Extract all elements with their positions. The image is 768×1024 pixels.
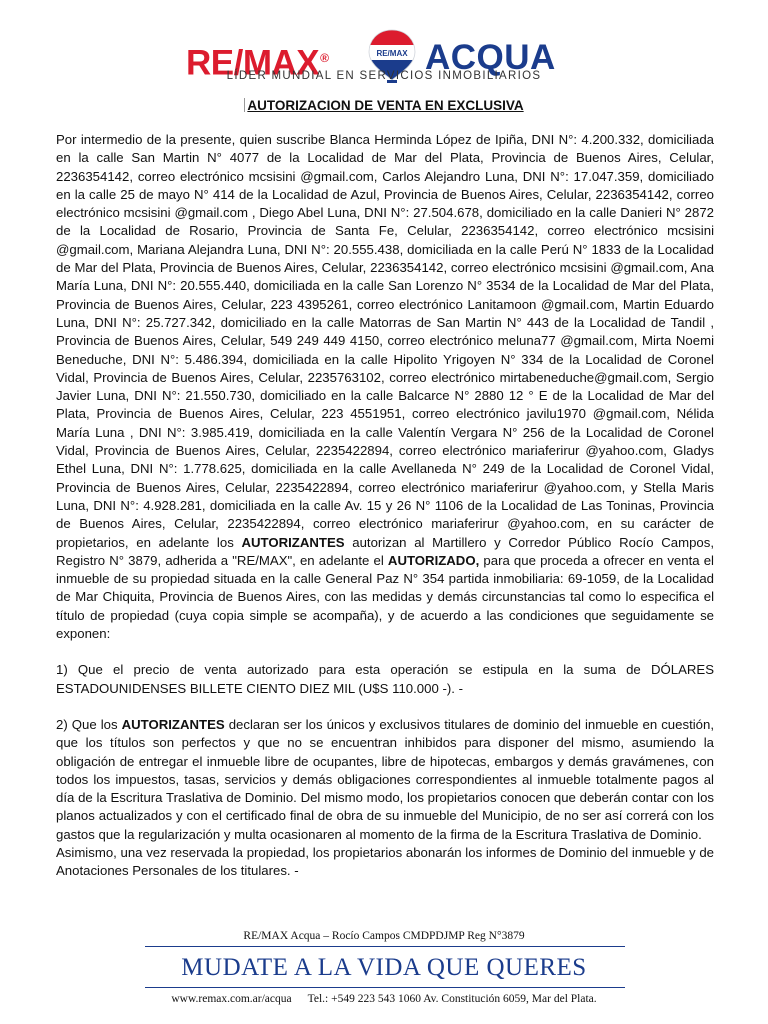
autorizantes-term-2: AUTORIZANTES [121,716,225,732]
clause-1: 1) Que el precio de venta autorizado para esta operación se estipula en la suma de DÓLARES ESTADOUNIDENSES BILLETE CIENTO DIEZ MIL (U$S 110.000 -). - [56,662,714,696]
cursor-mark [244,98,245,112]
balloon-label: RE/MAX [376,49,408,58]
tagline: LÍDER MUNDIAL EN SERVICIOS INMOBILIARIOS [226,70,542,82]
autorizado-term: AUTORIZADO, [387,552,480,568]
document-body [56,131,714,881]
footer-phone-address: Tel.: +549 223 543 1060 Av. Constitución 6059, Mar del Plata. [307,993,597,1005]
letterhead [0,14,768,89]
remax-wordmark: RE/MAX® [186,43,329,83]
footer-divider-bottom [145,987,625,988]
acqua-wordmark: ACQUA [425,38,556,77]
footer-divider-top [145,946,625,947]
intro-paragraph: Por intermedio de la presente, quien suscribe Blanca Herminda López de Ipiña, DNI N°: 4.200.332, domiciliada en la calle San Martin N° 4077 de la Localidad de Mar del Plata, Provincia de Buenos Aires, Celular, 2236354142, correo electrónico mcsisini @gmail.com, Carlos Alejandro Luna, DNI N°: 17.047.359, domiciliado en la calle 25 de mayo N° 414 de la Localidad de Azul, Provincia de Buenos Aires, Celular, 2236354142, correo electrónico mcsisini @gmail.com , Diego Abel Luna, DNI N°: 27.504.678, domiciliado en la calle Danieri N° 2872 de la Localidad de Rosario, Provincia de Santa Fe, Celular, 2236354142, correo electrónico mcsisini @gmail.com, Mariana Alejandra Luna, DNI N°: 20.555.438, domiciliada en la calle Perú N° 1833 de la Localidad de Mar del Plata, Provincia de Buenos Aires, Celular, 2236354142, correo electrónico mcsisini @gmail.com, Ana María Luna, DNI N°: 20.555.440, domiciliada en la calle San Lorenzo N° 3534 de la Localidad de Mar del Plata, Provincia de Buenos Aires, Celular, 223 4395261, correo electrónico Lanitamoon @gmail.com, Martin Eduardo Luna, DNI N°: 25.727.342, domiciliado en la calle Matorras de San Martin N° 443 de la Localidad de Tandil , Provincia de Buenos Aires, Celular, 549 249 449 4150, correo electrónico meluna77 @gmail.com, Mirta Noemi Beneduche, DNI N°: 5.486.394, domiciliada en la calle Hipolito Yrigoyen N° 334 de la Localidad de Coronel Vidal, Provincia de Buenos Aires, Celular, 2235763102, correo electrónico mirtabeneduche@gmail.com, Sergio Javier Luna, DNI N°: 21.550.730, domiciliado en la calle Balcarce N° 2880 12 ° E de la Localidad de Mar del Plata, Provincia de Buenos Aires, Celular, 223 4551951, correo electrónico javilu1970 @gmail.com, Nélida María Luna , DNI N°: 3.985.419, domiciliada en la calle Valentín Vergara N° 256 de la Localidad de Coronel Vidal, Provincia de Buenos Aires, Celular, 2235422894, correo electrónico mariaferirur @yahoo.com, Gladys Ethel Luna, DNI N°: 1.778.625, domiciliada en la calle Avellaneda N° 249 de la Localidad de Coronel Vidal, Provincia de Buenos Aires, Celular, 2235422894, correo electrónico mariaferirur @yahoo.com, y Stella Maris Luna, DNI N°: 4.928.281, domiciliada en la calle Av. 15 y 26 N° 1106 de la Localidad de Las Toninas, Provincia de Buenos Aires, Celular, 2235422894, correo electrónico mariaferirur @yahoo.com, en su carácter de propietarios, en adelante los AUTORIZANTES autorizan al Martillero y Corredor Público Rocío Campos, Registro N° 3879, adherida a "RE/MAX", en adelante el AUTORIZADO, para que proceda a ofrecer en venta el inmueble de su propiedad situada en la calle General Paz N° 354 partida inmobiliaria: 69-1059, de la Localidad de Mar Chiquita, Provincia de Buenos Aires, con las medidas y demás circunstancias tal como lo especifica el título de propiedad (cuya copia simple se acompaña), y de acuerdo a las condiciones que seguidamente se exponen: [56,132,714,642]
footer-agency-line: RE/MAX Acqua – Rocío Campos CMDPDJMP Reg N°3879 [243,930,525,942]
clause-2-extra: Asimismo, una vez reservada la propiedad, los propietarios abonarán los informes de Dominio del inmueble y de Anotaciones Personales de los titulares. - [56,844,714,879]
footer-slogan: MUDATE A LA VIDA QUE QUERES [181,954,587,981]
footer-contact [0,993,768,1005]
clause-2: 2) Que los AUTORIZANTES declaran ser los únicos y exclusivos titulares de dominio del inmueble en cuestión, que los títulos son perfectos y que no se encuentran inhibidos para disponer del mismo, asumiendo la obligación de entregar el inmueble libre de ocupantes, libre de hipotecas, embargos y demás gravámenes, con todos los impuestos, tasas, servicios y demás obligaciones correspondientes al inmueble totalmente pagos al día de la Escritura Traslativa de Dominio. Del mismo modo, los propietarios conocen que deberán contar con los planos actualizados y con el certificado final de obra de su inmueble del Municipio, de no ser así correrá con los gastos que la regularización y multa ocasionaren al momento de la firma de la Escritura Traslativa de Dominio. [56,716,714,842]
autorizantes-term: AUTORIZANTES [241,534,345,550]
document-title: AUTORIZACION DE VENTA EN EXCLUSIVA [0,98,768,113]
footer-website: www.remax.com.ar/acqua [171,993,292,1005]
